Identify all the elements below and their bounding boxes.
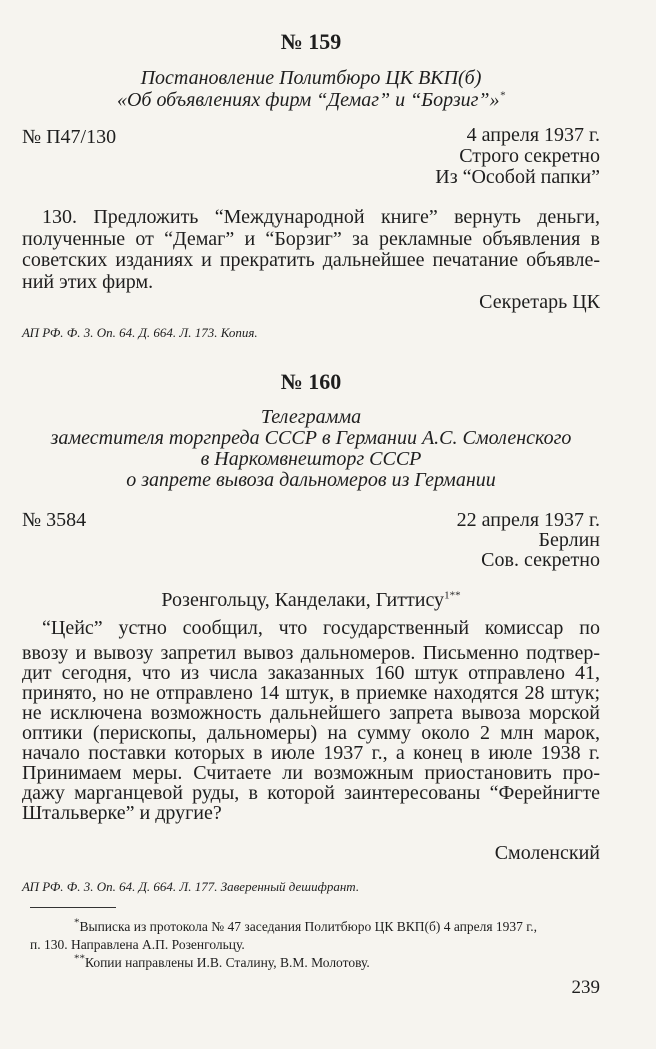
footnote-divider xyxy=(30,907,116,908)
doc159-title-line xyxy=(22,89,600,111)
doc160-title-line: Телеграмма xyxy=(260,406,362,428)
doc160-body-line: “Цейс” устно сообщил, что государственный комиссар по xyxy=(42,617,600,639)
doc160-body-line: не исключена возможность дальнейшего запрета вывоза морской xyxy=(22,702,600,724)
doc160-body-line: Принимаем меры. Считаете ли возможным приостановить про- xyxy=(22,762,600,784)
doc159-body-line: ний этих фирм. xyxy=(22,271,154,293)
doc159-source: АП РФ. Ф. 3. Оп. 64. Д. 664. Л. 173. Копия. xyxy=(22,325,258,340)
doc160-number: № 160 xyxy=(280,369,342,394)
footnote-text: Выписка из протокола № 47 заседания Политбюро ЦК ВКП(б) 4 апреля 1937 г., xyxy=(79,919,538,934)
doc160-body-line: принято, но не отправлено 14 штук, в приемке находятся 28 штук; xyxy=(22,682,600,704)
doc159-body-line: полученные от “Демаг” и “Борзиг” за рекламные объявления в xyxy=(22,228,600,250)
footnote-1-continued: п. 130. Направлена А.П. Розенгольцу. xyxy=(30,937,245,952)
doc160-body-line: дит сегодня, что из числа заказанных 160 штук отправлено 41, xyxy=(22,662,600,684)
doc160-title-line: заместителя торгпреда СССР в Германии А.С. Смоленского xyxy=(50,427,572,449)
doc159-title-line: Постановление Политбюро ЦК ВКП(б) xyxy=(140,67,482,89)
footnote-1 xyxy=(74,918,604,936)
footnote-2 xyxy=(74,954,652,972)
doc160-body-line: оптики (перископы, дальномеры) на сумму около 2 млн марок, xyxy=(22,722,600,744)
footnote-mark: * xyxy=(499,89,506,102)
doc160-body-line: ввозу и вывозу запретил вывоз дальномеров. Письменно подтвер- xyxy=(22,642,600,664)
doc159-secrecy: Строго секретно xyxy=(459,145,600,167)
doc160-body-line: начало поставки которых в июле 1937 г., а конец в июле 1938 г. xyxy=(22,742,600,764)
doc160-addressees xyxy=(22,589,600,611)
footnote-mark: * xyxy=(74,916,80,929)
page-number: 239 xyxy=(571,977,600,998)
doc159-folder: Из “Особой папки” xyxy=(435,166,600,188)
doc159-number: № 159 xyxy=(280,29,342,54)
doc160-body-line: дажу марганцевой руды, в которой заинтересованы “Ферейнигте xyxy=(22,782,600,804)
doc160-ref: № 3584 xyxy=(22,509,87,531)
doc160-signature: Смоленский xyxy=(494,842,600,864)
footnote-mark: ** xyxy=(74,952,85,965)
doc159-body-line: 130. Предложить “Международной книге” вернуть деньги, xyxy=(42,206,600,228)
doc160-secrecy: Сов. секретно xyxy=(481,549,600,571)
doc160-title-line: в Наркомвнешторг СССР xyxy=(200,448,422,470)
footnote-text: Копии направлены И.В. Сталину, В.М. Молотову. xyxy=(85,955,370,970)
doc160-body-line: Штальверке” и другие? xyxy=(22,802,222,824)
doc160-place: Берлин xyxy=(538,529,600,551)
doc160-title-line: о запрете вывоза дальномеров из Германии xyxy=(126,469,496,491)
doc159-title-text: «Об объявлениях фирм “Демаг” и “Борзиг”» xyxy=(116,89,500,111)
footnote-mark: 1** xyxy=(444,589,461,602)
doc159-date: 4 апреля 1937 г. xyxy=(466,124,600,146)
doc160-date: 22 апреля 1937 г. xyxy=(456,509,600,531)
doc159-body-line: советских изданиях и прекратить дальнейшее печатание объявле- xyxy=(22,249,600,271)
doc159-ref: № П47/130 xyxy=(22,126,117,148)
addressees-text: Розенгольцу, Канделаки, Гиттису xyxy=(161,589,445,611)
doc159-signature: Секретарь ЦК xyxy=(479,291,600,313)
doc160-source: АП РФ. Ф. 3. Оп. 64. Д. 664. Л. 177. Заверенный дешифрант. xyxy=(22,879,360,894)
